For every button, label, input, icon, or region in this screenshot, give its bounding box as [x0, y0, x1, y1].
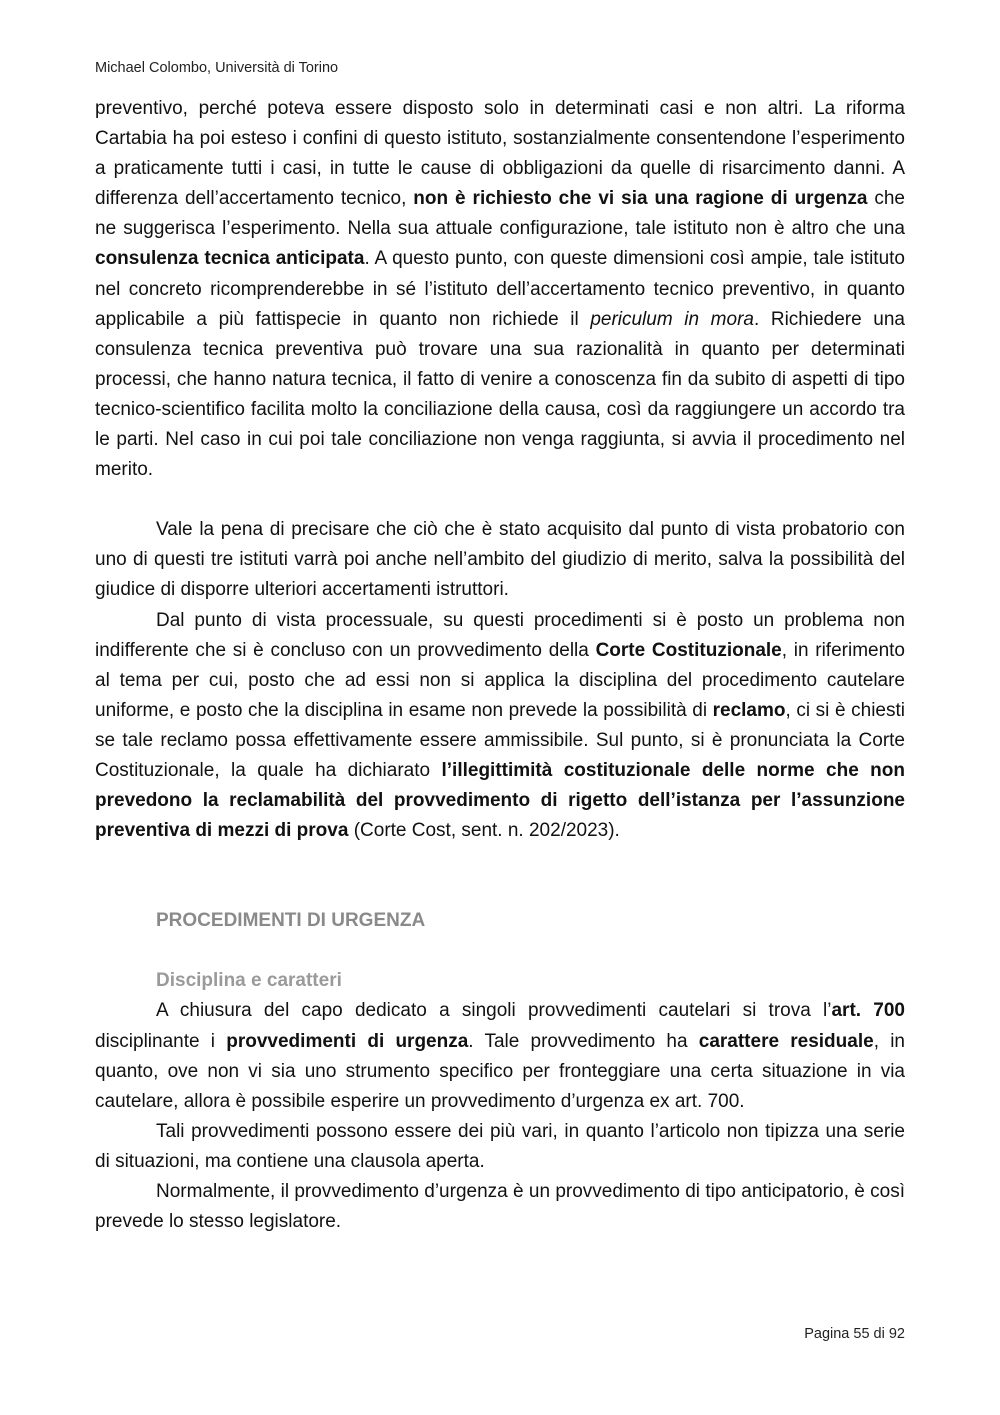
paragraph-clausola-aperta: Tali provvedimenti possono essere dei più vari, in quanto l’articolo non tipizza una serie di situazioni, ma contiene una clausola aperta.	[95, 1120, 905, 1172]
paragraph-art-700: A chiusura del capo dedicato a singoli provvedimenti cautelari si trova l’art. 700 disciplinante i provvedimenti di urgenza. Tale provvedimento ha carattere residuale, in quanto, ove non vi sia uno strumento specifico per fronteggiare una certa situazione in via cautelare, allora è possibile esperire un provvedimento d’urgenza ex art. 700.	[95, 1000, 905, 1112]
running-header: Michael Colombo, Università di Torino	[95, 60, 339, 76]
subsection-heading: Disciplina e caratteri	[156, 970, 342, 992]
paragraph-corte-costituzionale: Dal punto di vista processuale, su questi procedimenti si è posto un problema non indifferente che si è concluso con un provvedimento della Corte Costituzionale, in riferimento al tema per cui, posto che ad essi non si applica la disciplina del procedimento cautelare uniforme, e posto che la disciplina in esame non prevede la possibilità di reclamo, ci si è chiesti se tale reclamo possa effettivamente essere ammissibile. Sul punto, si è pronunciata la Corte Costituzionale, la quale ha dichiarato l’illegittimità costituzionale delle norme che non prevedono la reclamabilità del provvedimento di rigetto dell’istanza per l’assunzione preventiva di mezzi di prova (Corte Cost, sent. n. 202/2023).	[95, 609, 906, 842]
paragraph-valore-probatorio: Vale la pena di precisare che ciò che è stato acquisito dal punto di vista probatorio con uno di questi tre istituti varrà poi anche nell’ambito del giudizio di merito, salva la possibilità del giudice di disporre ulteriori accertamenti istruttori.	[95, 519, 905, 601]
paragraph-anticipatorio: Normalmente, il provvedimento d’urgenza è un provvedimento di tipo anticipatorio, è così prevede lo stesso legislatore.	[95, 1181, 905, 1233]
document-body	[95, 94, 905, 1237]
paragraph-consulenza-tecnica: preventivo, perché poteva essere disposto solo in determinati casi e non altri. La riforma Cartabia ha poi esteso i confini di questo istituto, sostanzialmente consentendone l’esperimento a praticamente tutti i casi, in tutte le cause di obbligazioni da quelle di risarcimento danni. A differenza dell’accertamento tecnico, non è richiesto che vi sia una ragione di urgenza che ne suggerisca l’esperimento. Nella sua attuale configurazione, tale istituto non è altro che una consulenza tecnica anticipata. A questo punto, con queste dimensioni così ampie, tale istituto nel concreto ricomprenderebbe in sé l’istituto dell’accertamento tecnico preventivo, in quanto applicabile a più fattispecie in quanto non richiede il periculum in mora. Richiedere una consulenza tecnica preventiva può trovare una sua razionalità in quanto per determinati processi, che hanno natura tecnica, il fatto di venire a conoscenza fin da subito di aspetti di tipo tecnico-scientifico facilita molto la conciliazione della causa, così da raggiungere un accordo tra le parti. Nel caso in cui poi tale conciliazione non venga raggiunta, si avvia il procedimento nel merito.	[95, 98, 905, 481]
section-heading: PROCEDIMENTI DI URGENZA	[156, 910, 426, 932]
page-number: Pagina 55 di 92	[804, 1326, 905, 1342]
